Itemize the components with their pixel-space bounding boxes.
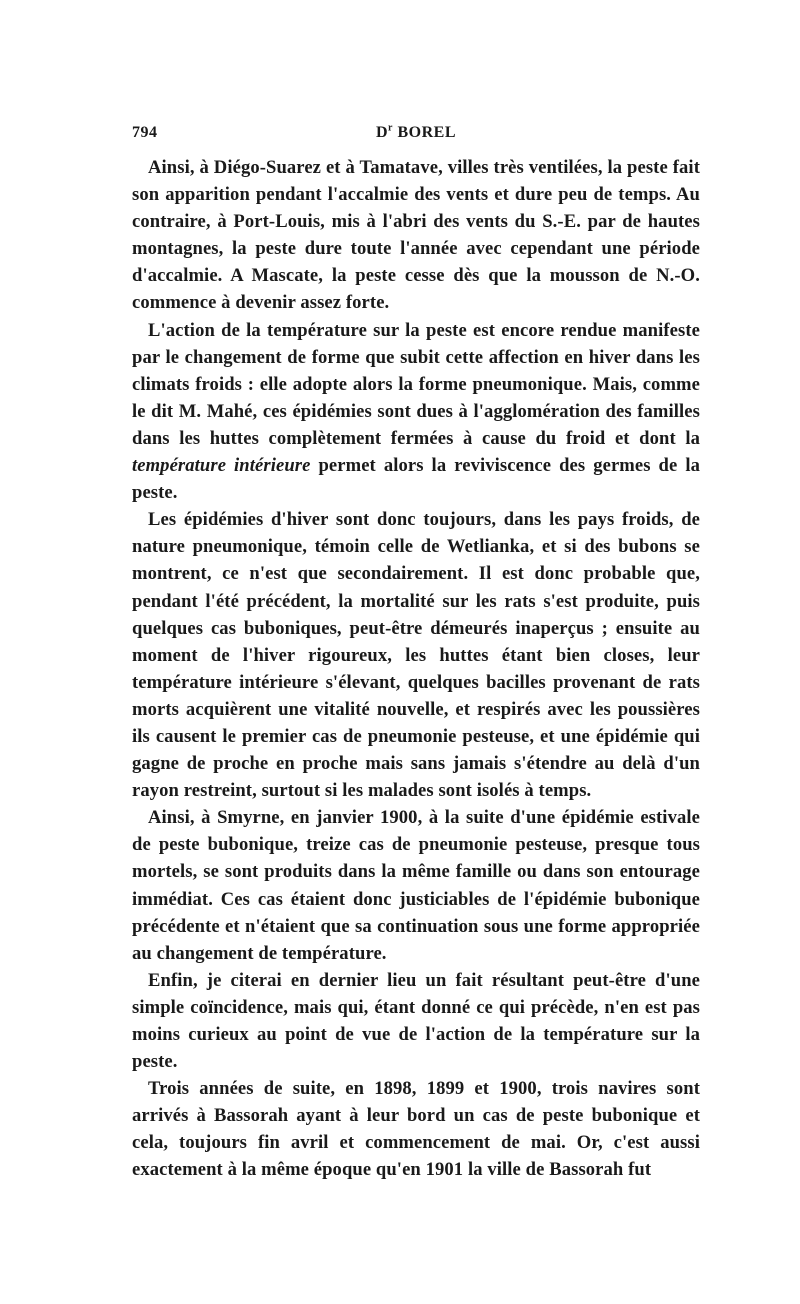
paragraph-4: Ainsi, à Smyrne, en janvier 1900, à la suite d'une épidémie estivale de peste bubonique, treize cas de pneumonie pesteuse, presque tous mortels, se sont produits dans la même famille ou dans son entourage immédiat. Ces cas étaient donc justiciables de l'épidémie bubonique précédente et n'étaient que sa continuation sous une forme appropriée au changement de température. [132,807,700,964]
running-head [132,124,700,154]
body-text [132,154,700,1184]
paragraph-6: Trois années de suite, en 1898, 1899 et 1900, trois navires sont arrivés à Bassorah ayant à leur bord un cas de peste bubonique et cela, toujours fin avril et commencement de mai. Or, c'est aussi exactement à la même époque qu'en 1901 la ville de Bassorah fut [132,1078,700,1181]
author-superscript: r [388,122,393,134]
author-name: BOREL [397,124,457,141]
paragraph-2-after: permet alors la reviviscence des germes de la peste. [132,455,700,504]
book-page [132,124,700,1184]
paragraph-2-emphasis: température intérieure [132,455,311,477]
paragraph-1: Ainsi, à Diégo-Suarez et à Tamatave, villes très ventilées, la peste fait son apparition pendant l'accalmie des vents et dure peu de temps. Au contraire, à Port-Louis, mis à l'abri des vents du S.-E. par de hautes montagnes, la peste dure toute l'année avec cependant une période d'accalmie. A Mascate, la peste cesse dès que la mousson de N.-O. commence à devenir assez forte. [132,157,700,314]
paragraph-5: Enfin, je citerai en dernier lieu un fait résultant peut-être d'une simple coïncidence, mais qui, étant donné ce qui précède, n'en est pas moins curieux au point de vue de l'action de la température sur la peste. [132,969,700,1073]
running-head-title [132,124,700,142]
paragraph-3: Les épidémies d'hiver sont donc toujours, dans les pays froids, de nature pneumonique, témoin celle de Wetlianka, et si des bubons se montrent, ce n'est que secondairement. Il est donc probable que, pendant l'été précédent, la mortalité sur les rats s'est produite, puis quelques cas buboniques, peut-être démeurés inaperçus ; ensuite au moment de l'hiver rigoureux, les huttes étant bien closes, leur température intérieure s'élevant, quelques bacilles provenant de rats morts acquièrent une vitalité nouvelle, et respirés avec les poussières ils causent le premier cas de pneumonie pesteuse, et une épidémie qui gagne de proche en proche mais sans jamais s'étendre au delà d'un rayon restreint, surtout si les malades sont isolés à temps. [132,509,700,802]
paragraph-2 [132,317,700,507]
page-number: 794 [132,124,158,141]
author-prefix: D [375,124,389,141]
paragraph-2-before: L'action de la température sur la peste est encore rendue manifeste par le changement de forme que subit cette affection en hiver dans les climats froids : elle adopte alors la forme pneumonique. Mais, comme le dit M. Mahé, ces épidémies sont dues à l'agglomération des familles dans les huttes complètement fermées à cause du froid et dont la [132,319,700,449]
